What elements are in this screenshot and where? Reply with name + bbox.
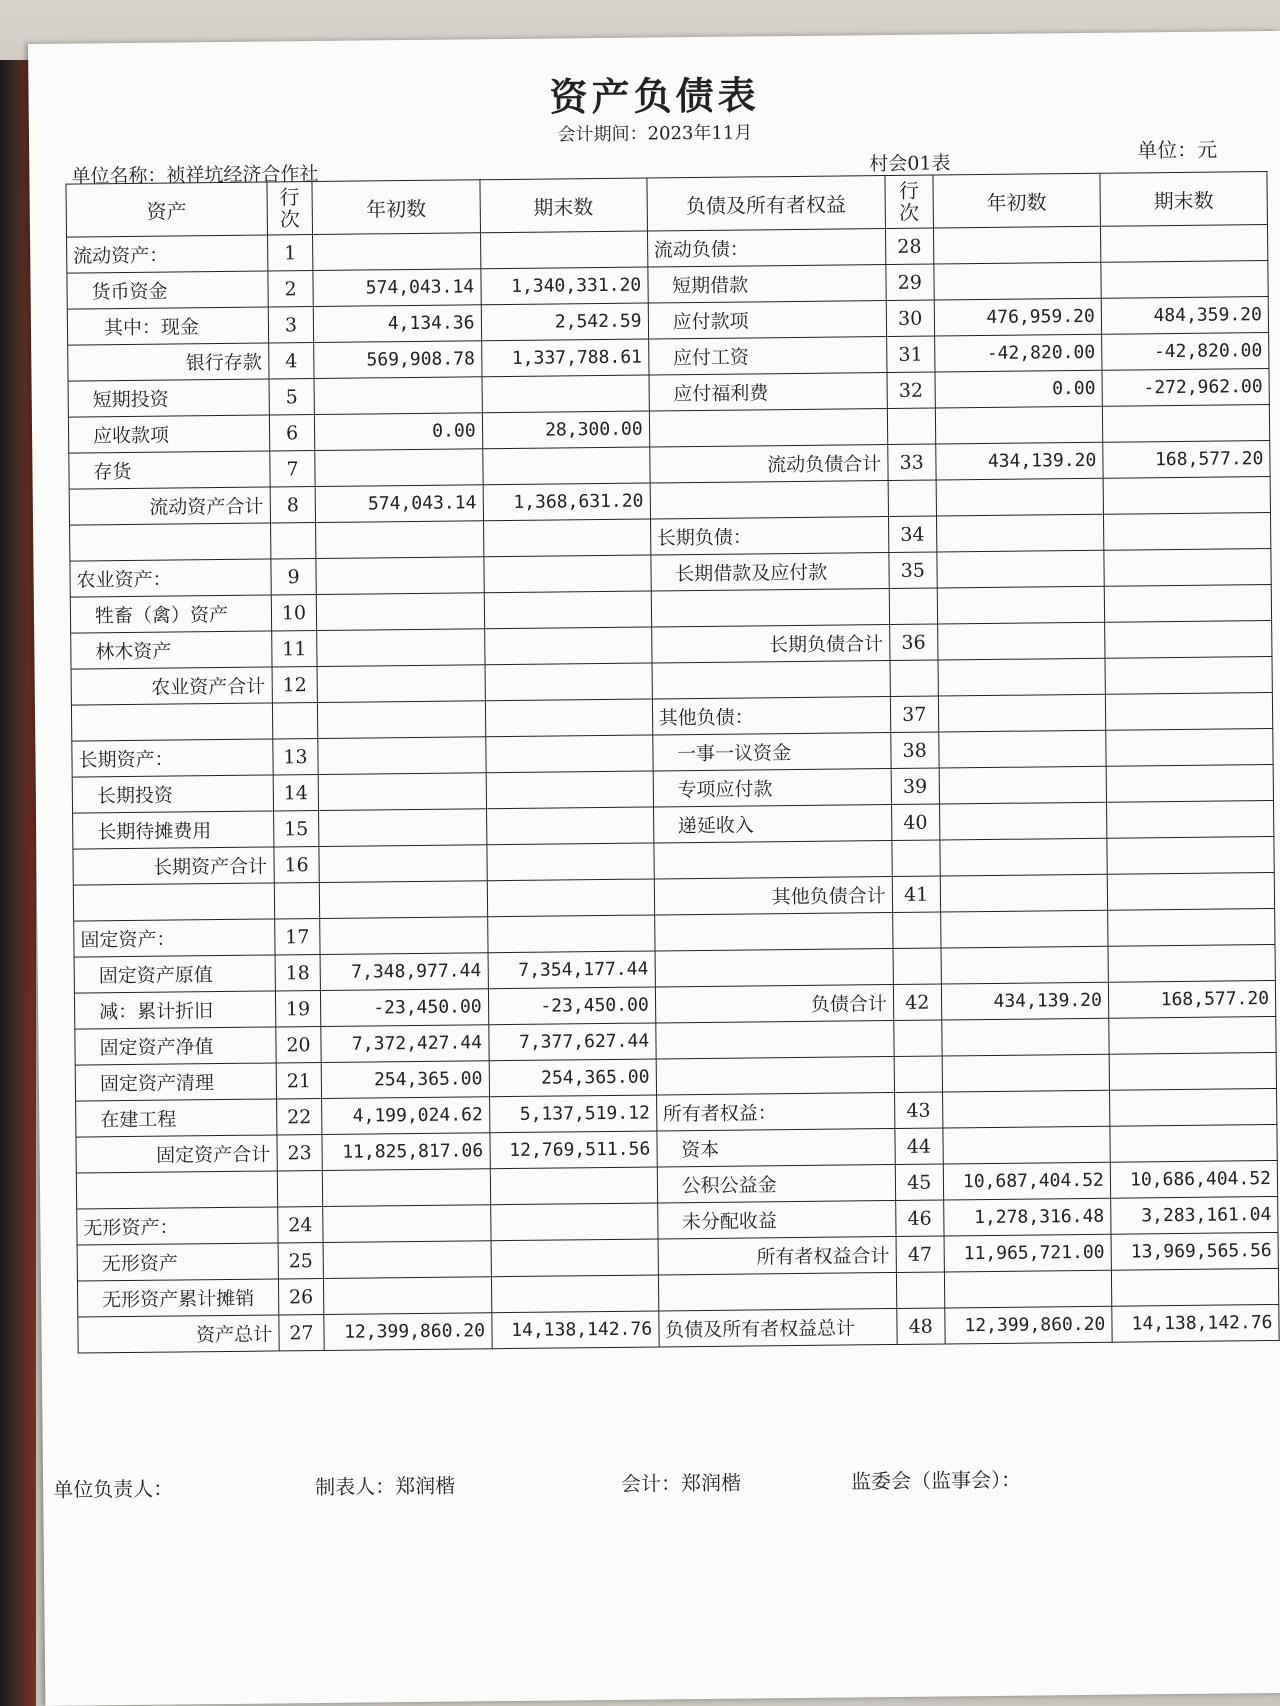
- footer-supervisor: 监委会（监事会）：: [850, 1467, 1022, 1494]
- liability-row-no: 37: [890, 696, 938, 733]
- liability-row-no: [888, 480, 936, 517]
- liability-end: [1108, 944, 1276, 982]
- asset-begin: [324, 1277, 491, 1315]
- asset-end: 7,354,177.44: [488, 951, 655, 989]
- asset-begin: [315, 449, 482, 487]
- asset-row-no: [274, 882, 320, 918]
- liability-end: [1107, 872, 1275, 910]
- asset-label: 长期资产：: [72, 739, 273, 777]
- asset-begin: 7,348,977.44: [320, 953, 487, 991]
- asset-end: -23,450.00: [488, 987, 655, 1025]
- asset-row-no: 15: [273, 810, 319, 846]
- liability-label: 负债及所有者权益总计: [658, 1308, 896, 1346]
- liability-label: [654, 912, 892, 950]
- liability-end: [1101, 261, 1269, 299]
- asset-row-no: 12: [272, 667, 318, 703]
- asset-label: 无形资产累计摊销: [77, 1279, 278, 1317]
- asset-label: 应收款项: [68, 415, 269, 453]
- asset-row-no: [272, 703, 318, 739]
- asset-label: 资产总计: [78, 1315, 279, 1353]
- asset-end: 1,337,788.61: [481, 339, 648, 377]
- asset-row-no: 17: [274, 918, 320, 954]
- liability-end: [1103, 477, 1271, 515]
- liability-begin: 1,278,316.48: [943, 1198, 1110, 1236]
- asset-row-no: 7: [269, 451, 315, 487]
- col-header-begin-2: 年初数: [933, 173, 1101, 228]
- asset-label: 货币资金: [67, 271, 268, 309]
- asset-row-no: 19: [275, 990, 321, 1026]
- liability-row-no: 35: [889, 552, 937, 589]
- asset-label: 无形资产：: [77, 1207, 278, 1245]
- col-header-end-2: 期末数: [1100, 172, 1268, 227]
- asset-label: [71, 703, 272, 741]
- liability-begin: [936, 478, 1103, 516]
- liability-label: 其他负债：: [652, 697, 890, 735]
- liability-row-no: 42: [893, 984, 941, 1021]
- liability-end: [1111, 1268, 1279, 1306]
- liability-begin: [942, 1018, 1109, 1056]
- asset-label: 流动资产合计: [69, 487, 270, 525]
- liability-label: [652, 661, 890, 699]
- asset-begin: 4,134.36: [314, 305, 481, 343]
- document-title: 资产负债表: [549, 72, 760, 120]
- asset-begin: [317, 593, 484, 631]
- liability-row-no: 47: [896, 1236, 944, 1273]
- col-header-liability: 负债及所有者权益: [647, 176, 886, 231]
- liability-label: 短期借款: [647, 265, 885, 303]
- liability-row-no: 29: [886, 264, 934, 301]
- asset-end: [483, 519, 650, 557]
- asset-end: [486, 807, 653, 845]
- asset-label: 无形资产: [77, 1243, 278, 1281]
- asset-begin: 0.00: [315, 413, 482, 451]
- liability-row-no: 39: [891, 768, 939, 805]
- liability-row-no: 28: [885, 228, 933, 265]
- asset-end: [482, 375, 649, 413]
- liability-begin: [937, 622, 1104, 660]
- liability-row-no: [890, 660, 938, 697]
- asset-row-no: 27: [278, 1314, 324, 1350]
- liability-begin: 434,139.20: [936, 442, 1103, 480]
- asset-begin: -23,450.00: [321, 989, 488, 1027]
- asset-row-no: [277, 1170, 323, 1206]
- asset-begin: [318, 737, 485, 775]
- asset-begin: [323, 1205, 490, 1243]
- unit-name: 单位名称：祯祥坑经济合作社: [71, 162, 319, 188]
- liability-label: 长期负债：: [650, 517, 888, 555]
- asset-end: 5,137,519.12: [489, 1095, 656, 1133]
- liability-end: -42,820.00: [1101, 333, 1269, 371]
- asset-label: 流动资产：: [67, 235, 268, 273]
- liability-label: [655, 948, 893, 986]
- liability-begin: [937, 586, 1104, 624]
- signature-footer: [53, 1461, 1280, 1502]
- liability-end: [1103, 513, 1271, 551]
- liability-begin: [933, 226, 1100, 264]
- liability-end: [1100, 225, 1268, 263]
- asset-begin: [320, 881, 487, 919]
- asset-begin: [323, 1169, 490, 1207]
- asset-begin: [324, 1241, 491, 1279]
- liability-label: 公积公益金: [657, 1164, 895, 1202]
- asset-row-no: 1: [267, 235, 313, 271]
- asset-end: 1,340,331.20: [480, 267, 647, 305]
- liability-begin: 11,965,721.00: [944, 1234, 1111, 1272]
- asset-label: 牲畜（禽）资产: [70, 595, 271, 633]
- liability-label: 长期负债合计: [651, 625, 889, 663]
- liability-label: 专项应付款: [653, 769, 891, 807]
- liability-label: 所有者权益：: [656, 1092, 894, 1130]
- balance-sheet-table: [65, 171, 1279, 1354]
- asset-end: [486, 771, 653, 809]
- liability-begin: [939, 802, 1106, 840]
- asset-row-no: 21: [276, 1062, 322, 1098]
- asset-end: 1,368,631.20: [483, 483, 650, 521]
- liability-label: [649, 409, 887, 447]
- liability-row-no: 46: [895, 1200, 943, 1237]
- liability-row-no: [894, 1020, 942, 1057]
- asset-label: 银行存款: [68, 343, 269, 381]
- document-sheet: [28, 31, 1280, 1706]
- asset-label: 固定资产：: [74, 919, 275, 957]
- asset-begin: [316, 521, 483, 559]
- asset-label: [73, 883, 274, 921]
- liability-label: 流动负债合计: [649, 445, 887, 483]
- asset-row-no: 4: [268, 343, 314, 379]
- asset-begin: [319, 845, 486, 883]
- liability-label: 长期借款及应付款: [651, 553, 889, 591]
- asset-row-no: 25: [278, 1242, 324, 1278]
- liability-end: [1105, 693, 1273, 731]
- liability-row-no: 45: [895, 1164, 943, 1201]
- liability-row-no: 36: [889, 624, 937, 661]
- liability-row-no: [894, 1056, 942, 1093]
- asset-begin: [316, 557, 483, 595]
- liability-label: 负债合计: [655, 984, 893, 1022]
- asset-begin: 4,199,024.62: [322, 1097, 489, 1135]
- liability-end: 13,969,565.56: [1111, 1232, 1279, 1270]
- liability-begin: [938, 694, 1105, 732]
- asset-label: 固定资产原值: [74, 955, 275, 993]
- liability-begin: [940, 838, 1107, 876]
- asset-begin: 574,043.14: [316, 485, 483, 523]
- liability-end: 168,577.20: [1108, 980, 1276, 1018]
- liability-begin: [934, 262, 1101, 300]
- liability-label: 所有者权益合计: [658, 1236, 896, 1274]
- asset-end: 254,365.00: [489, 1059, 656, 1097]
- asset-end: 28,300.00: [482, 411, 649, 449]
- asset-end: 14,138,142.76: [491, 1311, 658, 1349]
- asset-row-no: 13: [272, 738, 318, 774]
- liability-row-no: 31: [886, 336, 934, 373]
- asset-row-no: 18: [275, 954, 321, 990]
- liability-label: 其他负债合计: [654, 876, 892, 914]
- asset-row-no: 6: [269, 415, 315, 451]
- liability-label: [651, 589, 889, 627]
- asset-label: 农业资产：: [70, 559, 271, 597]
- asset-label: 固定资产净值: [75, 1027, 276, 1065]
- liability-begin: [937, 550, 1104, 588]
- liability-end: [1107, 836, 1275, 874]
- asset-label: 固定资产合计: [76, 1135, 277, 1173]
- col-header-row-no: 行 次: [266, 182, 312, 235]
- asset-row-no: 20: [275, 1026, 321, 1062]
- asset-begin: 7,372,427.44: [321, 1025, 488, 1063]
- liability-end: [1104, 549, 1272, 587]
- footer-accountant: 会计：郑润楷: [620, 1470, 742, 1496]
- liability-label: [656, 1056, 894, 1094]
- asset-row-no: [270, 523, 316, 559]
- liability-row-no: 34: [888, 516, 936, 553]
- liability-label: [658, 1272, 896, 1310]
- currency-unit: 单位：元: [1137, 137, 1218, 163]
- liability-row-no: [887, 408, 935, 445]
- asset-begin: [317, 629, 484, 667]
- asset-begin: [320, 917, 487, 955]
- liability-end: [1106, 729, 1274, 767]
- asset-row-no: 8: [270, 487, 316, 523]
- liability-end: 3,283,161.04: [1111, 1196, 1279, 1234]
- asset-end: 12,769,511.56: [489, 1131, 656, 1169]
- liability-row-no: [889, 588, 937, 625]
- asset-begin: 12,399,860.20: [324, 1313, 491, 1351]
- asset-end: [490, 1203, 657, 1241]
- asset-row-no: 24: [277, 1206, 323, 1242]
- liability-begin: [939, 730, 1106, 768]
- liability-end: [1104, 621, 1272, 659]
- liability-begin: [939, 766, 1106, 804]
- liability-begin: [942, 1054, 1109, 1092]
- liability-end: [1107, 908, 1275, 946]
- asset-end: [485, 663, 652, 701]
- asset-begin: [317, 665, 484, 703]
- table-body: [67, 225, 1280, 1354]
- asset-end: [490, 1167, 657, 1205]
- col-header-end: 期末数: [479, 178, 647, 233]
- asset-label: 存货: [69, 451, 270, 489]
- asset-begin: 574,043.14: [313, 269, 480, 307]
- asset-label: 其中：现金: [67, 307, 268, 345]
- col-header-begin: 年初数: [312, 180, 480, 235]
- liability-end: [1110, 1124, 1278, 1162]
- asset-begin: [318, 701, 485, 739]
- liability-begin: [940, 874, 1107, 912]
- liability-end: [1106, 800, 1274, 838]
- asset-row-no: 2: [267, 271, 313, 307]
- liability-row-no: 33: [887, 444, 935, 481]
- liability-begin: [944, 1270, 1111, 1308]
- asset-end: [491, 1239, 658, 1277]
- asset-row-no: 9: [270, 559, 316, 595]
- asset-row-no: 26: [278, 1278, 324, 1314]
- liability-label: [650, 481, 888, 519]
- asset-label: 长期投资: [72, 775, 273, 813]
- asset-begin: [313, 233, 480, 271]
- liability-row-no: 41: [892, 876, 940, 913]
- asset-label: 林木资产: [71, 631, 272, 669]
- liability-begin: -42,820.00: [934, 334, 1101, 372]
- liability-end: [1104, 585, 1272, 623]
- asset-end: [491, 1275, 658, 1313]
- accounting-period: 会计期间：2023年11月: [557, 122, 753, 146]
- col-header-asset: 资产: [66, 182, 267, 237]
- liability-label: 应付工资: [648, 337, 886, 375]
- asset-label: 在建工程: [76, 1099, 277, 1137]
- liability-begin: 476,959.20: [934, 298, 1101, 336]
- asset-end: 2,542.59: [481, 303, 648, 341]
- liability-label: 递延收入: [653, 805, 891, 843]
- asset-end: [484, 591, 651, 629]
- liability-begin: 0.00: [935, 370, 1102, 408]
- liability-begin: [936, 514, 1103, 552]
- asset-end: [487, 879, 654, 917]
- liability-begin: 12,399,860.20: [945, 1306, 1112, 1344]
- liability-label: 应付福利费: [649, 373, 887, 411]
- liability-label: 一事一议资金: [652, 733, 890, 771]
- liability-begin: [942, 1090, 1109, 1128]
- liability-end: 168,577.20: [1103, 441, 1271, 479]
- liability-row-no: 40: [891, 804, 939, 841]
- liability-end: [1102, 405, 1270, 443]
- liability-label: 应付款项: [648, 301, 886, 339]
- form-number: 村会01表: [869, 152, 951, 176]
- asset-row-no: 10: [271, 595, 317, 631]
- liability-label: 资本: [657, 1128, 895, 1166]
- liability-end: [1106, 765, 1274, 803]
- asset-label: [76, 1171, 277, 1209]
- asset-begin: 254,365.00: [322, 1061, 489, 1099]
- liability-label: [654, 841, 892, 879]
- liability-begin: [935, 406, 1102, 444]
- liability-row-no: 48: [897, 1308, 945, 1345]
- liability-end: [1109, 1052, 1277, 1090]
- asset-end: [487, 915, 654, 953]
- liability-end: -272,962.00: [1102, 369, 1270, 407]
- asset-end: [485, 735, 652, 773]
- liability-row-no: [896, 1272, 944, 1309]
- asset-row-no: 11: [271, 631, 317, 667]
- liability-row-no: 43: [894, 1092, 942, 1129]
- asset-end: [483, 555, 650, 593]
- liability-row-no: 44: [895, 1128, 943, 1165]
- asset-row-no: 3: [268, 307, 314, 343]
- asset-label: 减：累计折旧: [74, 991, 275, 1029]
- asset-begin: 11,825,817.06: [322, 1133, 489, 1171]
- liability-label: 未分配收益: [657, 1200, 895, 1238]
- footer-maker: 制表人：郑润楷: [315, 1473, 456, 1500]
- liability-row-no: 30: [886, 300, 934, 337]
- asset-label: [70, 523, 271, 561]
- asset-row-no: 23: [276, 1134, 322, 1170]
- liability-row-no: [892, 912, 940, 949]
- liability-begin: 10,687,404.52: [943, 1162, 1110, 1200]
- asset-end: [482, 447, 649, 485]
- asset-begin: 569,908.78: [314, 341, 481, 379]
- asset-row-no: 22: [276, 1098, 322, 1134]
- asset-end: [485, 699, 652, 737]
- liability-end: 10,686,404.52: [1110, 1160, 1278, 1198]
- asset-label: 固定资产清理: [75, 1063, 276, 1101]
- liability-end: [1109, 1016, 1277, 1054]
- asset-begin: [319, 773, 486, 811]
- liability-begin: [940, 910, 1107, 948]
- asset-label: 长期资产合计: [73, 847, 274, 885]
- asset-label: 短期投资: [68, 379, 269, 417]
- liability-end: [1105, 657, 1273, 695]
- asset-label: 农业资产合计: [71, 667, 272, 705]
- liability-row-no: [893, 948, 941, 985]
- liability-end: 14,138,142.76: [1112, 1304, 1280, 1342]
- asset-end: [486, 843, 653, 881]
- liability-begin: 434,139.20: [941, 982, 1108, 1020]
- asset-row-no: 16: [273, 846, 319, 882]
- footer-head: 单位负责人：: [53, 1476, 174, 1502]
- liability-begin: [941, 946, 1108, 984]
- asset-end: [484, 627, 651, 665]
- liability-begin: [938, 658, 1105, 696]
- asset-end: 7,377,627.44: [488, 1023, 655, 1061]
- liability-label: 流动负债：: [647, 229, 885, 267]
- asset-begin: [319, 809, 486, 847]
- liability-label: [655, 1020, 893, 1058]
- asset-begin: [314, 377, 481, 415]
- liability-row-no: [892, 840, 940, 877]
- asset-row-no: 5: [269, 379, 315, 415]
- liability-end: 484,359.20: [1101, 297, 1269, 335]
- liability-begin: [943, 1126, 1110, 1164]
- liability-row-no: 32: [887, 372, 935, 409]
- asset-row-no: 14: [273, 774, 319, 810]
- liability-end: [1109, 1088, 1277, 1126]
- col-header-row-no-2: 行 次: [885, 175, 934, 229]
- liability-row-no: 38: [890, 732, 938, 769]
- asset-label: 长期待摊费用: [73, 811, 274, 849]
- asset-end: [480, 231, 647, 269]
